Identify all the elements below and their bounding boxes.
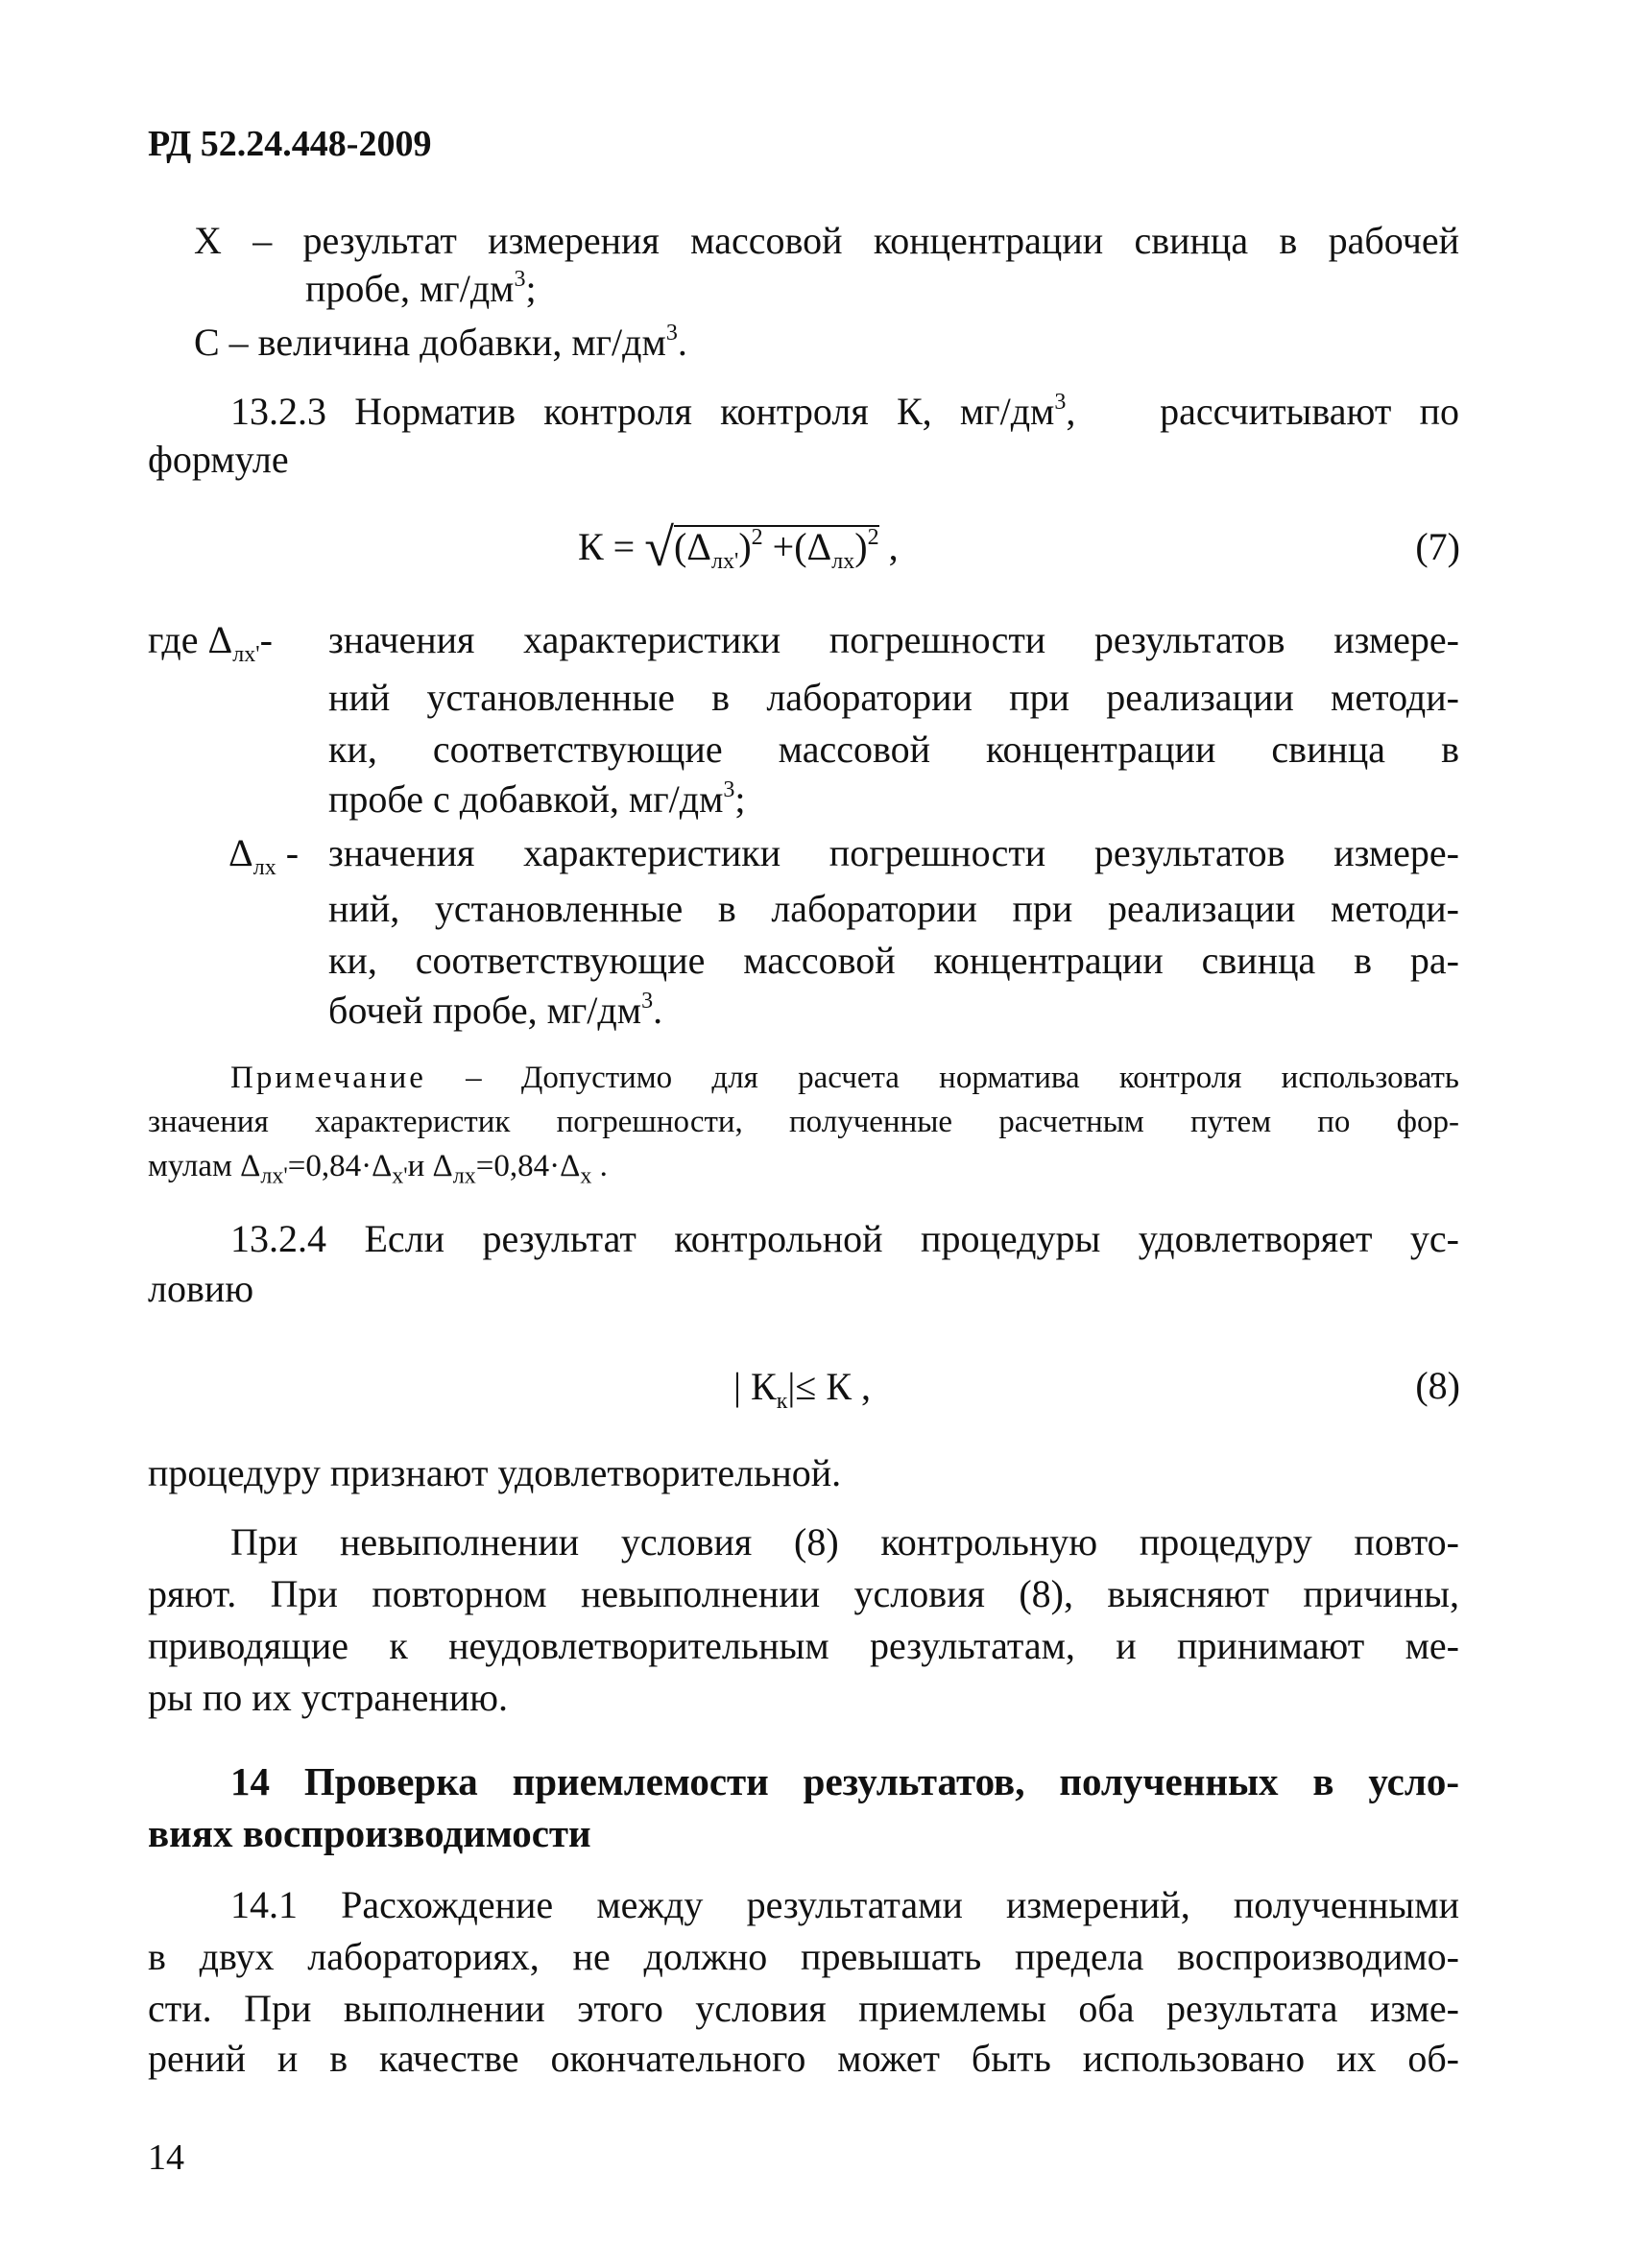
definition-c: С – величина добавки, $мг/дм^3$. [194,320,687,364]
paragraph-13-2-4-line2: ловию [148,1267,254,1310]
sqrt-icon: √ [644,518,674,578]
delta-lx-def-line4: бочей пробе, $мг/дм^3$. [328,988,663,1032]
document-code-header: РД 52.24.448-2009 [148,124,432,164]
delta-lx-def-line1: значения характеристики погрешности результатов измере- [328,831,1459,874]
paragraph-14-1-line3: сти. При выполнении этого условия приемлемы оба результата изме- [148,1987,1459,2030]
paragraph-repeat-line2: ряют. При повторном невыполнении условия (8), выясняют причины, [148,1572,1459,1615]
paragraph-repeat-line4: ры по их устранению. [148,1676,509,1719]
paragraph-accept: процедуру признают удовлетворительной. [148,1451,842,1494]
paragraph-13-2-3-line1: 13.2.3 Норматив контроля контроля К, $мг/дм^3$, рассчитывают по [230,389,1459,433]
note-label: Примечание [230,1061,426,1095]
definition-x-line2: пробе, $мг/дм^3$; [305,266,537,310]
formula-7-radicand: $(\Delta_{лх'})^2 +(\Delta_{лх})^2$ [673,524,879,574]
paragraph-14-1-line4: рений и в качестве окончательного может быть использовано их об- [148,2037,1459,2080]
delta-lx-def-line2: ний, установленные в лаборатории при реализации методи- [328,887,1459,930]
paragraph-repeat-line3: приводящие к неудовлетворительным результатам, и принимают ме- [148,1624,1459,1667]
delta-lx-prime-def-line2: ний установленные в лаборатории при реализации методи- [328,676,1459,719]
definition-x-line1: Х – результат измерения массовой концентрации свинца в рабочей [194,219,1459,262]
section-14-heading-line1: 14 Проверка приемлемости результатов, полученных в усло- [230,1759,1459,1803]
note-line3: мулам $\Delta_{лх'}=0,84\cdot\Delta_{х'}и$ $\Delta_{лх}=0,84\cdot\Delta_х$ . [148,1149,608,1189]
delta-lx-def-line3: ки, соответствующие массовой концентрации свинца в ра- [328,939,1459,982]
equation-number-8: (8) [1415,1364,1460,1407]
formula-7-lhs: К = [578,525,636,568]
note-line2: значения характеристик погрешности, полученные расчетным путем по фор- [148,1105,1459,1139]
equation-number-7: (7) [1415,525,1460,568]
delta-lx-prime-def-line1: значения характеристики погрешности результатов измере- [328,618,1459,661]
note-line1: Примечание – Допустимо для расчета норматива контроля использовать [230,1061,1459,1095]
where-label: где $\Delta_{лх'}-$ [148,618,273,667]
formula-8: | $К_к|\le К$ , [733,1365,871,1414]
delta-lx-prime-def-line3: ки, соответствующие массовой концентрации свинца в [328,728,1459,771]
paragraph-repeat-line1: При невыполнении условия (8) контрольную процедуру повто- [230,1520,1459,1564]
delta-lx-symbol: $\Delta_{лх}$ - [228,831,300,880]
delta-lx-prime-def-line4: пробе с добавкой, $мг/дм^3$; [328,776,746,821]
paragraph-13-2-4-line1: 13.2.4 Если результат контрольной процедуры удовлетворяет ус- [230,1217,1459,1260]
section-14-heading-line2: виях воспроизводимости [148,1811,591,1855]
formula-7: К = √ $(\Delta_{лх'})^2 +(\Delta_{лх})^2$ , [578,518,899,578]
page-number: 14 [148,2137,184,2178]
paragraph-13-2-3-line2: формуле [148,438,289,481]
paragraph-14-1-line2: в двух лабораториях, не должно превышать предела воспроизводимо- [148,1935,1459,1978]
paragraph-14-1-line1: 14.1 Расхождение между результатами измерений, полученными [230,1883,1459,1926]
